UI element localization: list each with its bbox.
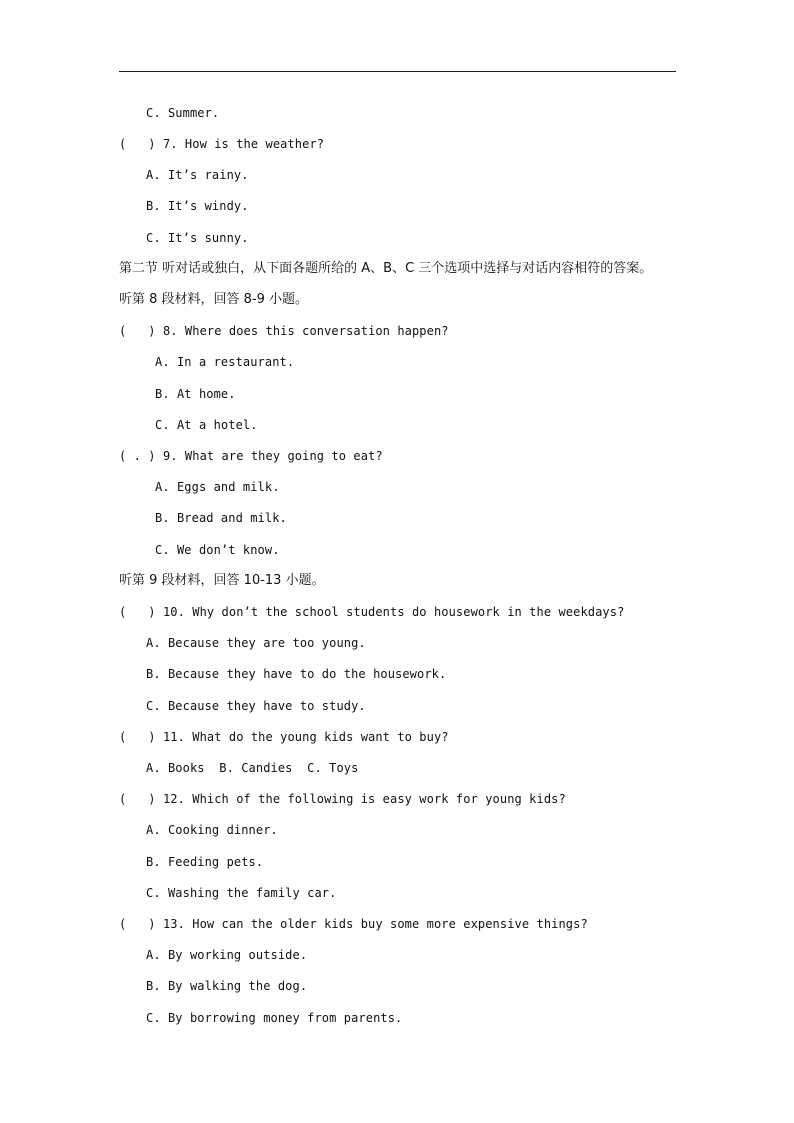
q13-option-c: C. By borrowing money from parents.	[146, 1011, 403, 1025]
header-rule	[119, 71, 676, 72]
q9-option-a: A. Eggs and milk.	[155, 480, 280, 494]
q9-option-c: C. We don’t know.	[155, 543, 280, 557]
q7-option-b: B. It’s windy.	[146, 199, 249, 213]
q9-option-b: B. Bread and milk.	[155, 511, 287, 525]
section-2-instructions: 第二节 听对话或独白，从下面各题所给的 A、B、C 三个选项中选择与对话内容相符的答案。	[119, 261, 653, 276]
q10-option-a: A. Because they are too young.	[146, 636, 366, 650]
question-8: ( ) 8. Where does this conversation happen?	[119, 324, 449, 338]
q7-option-a: A. It’s rainy.	[146, 168, 249, 182]
q10-option-b: B. Because they have to do the housework.	[146, 667, 447, 681]
q8-option-b: B. At home.	[155, 387, 236, 401]
question-9: ( . ) 9. What are they going to eat?	[119, 449, 383, 463]
question-10: ( ) 10. Why don’t the school students do housework in the weekdays?	[119, 605, 625, 619]
question-7: ( ) 7. How is the weather?	[119, 137, 325, 151]
question-12: ( ) 12. Which of the following is easy work for young kids?	[119, 792, 566, 806]
material-8-instructions: 听第 8 段材料，回答 8-9 小题。	[119, 292, 309, 307]
q12-option-c: C. Washing the family car.	[146, 886, 337, 900]
q12-option-a: A. Cooking dinner.	[146, 823, 278, 837]
q11-options: A. Books B. Candies C. Toys	[146, 761, 359, 775]
q7-option-c: C. It’s sunny.	[146, 231, 249, 245]
question-13: ( ) 13. How can the older kids buy some more expensive things?	[119, 917, 588, 931]
q12-option-b: B. Feeding pets.	[146, 855, 264, 869]
material-9-instructions: 听第 9 段材料，回答 10-13 小题。	[119, 573, 325, 588]
q10-option-c: C. Because they have to study.	[146, 699, 366, 713]
q6-option-c: C. Summer.	[146, 106, 220, 120]
q8-option-c: C. At a hotel.	[155, 418, 258, 432]
q13-option-b: B. By walking the dog.	[146, 979, 308, 993]
q13-option-a: A. By working outside.	[146, 948, 308, 962]
q8-option-a: A. In a restaurant.	[155, 355, 295, 369]
question-11: ( ) 11. What do the young kids want to buy?	[119, 730, 449, 744]
